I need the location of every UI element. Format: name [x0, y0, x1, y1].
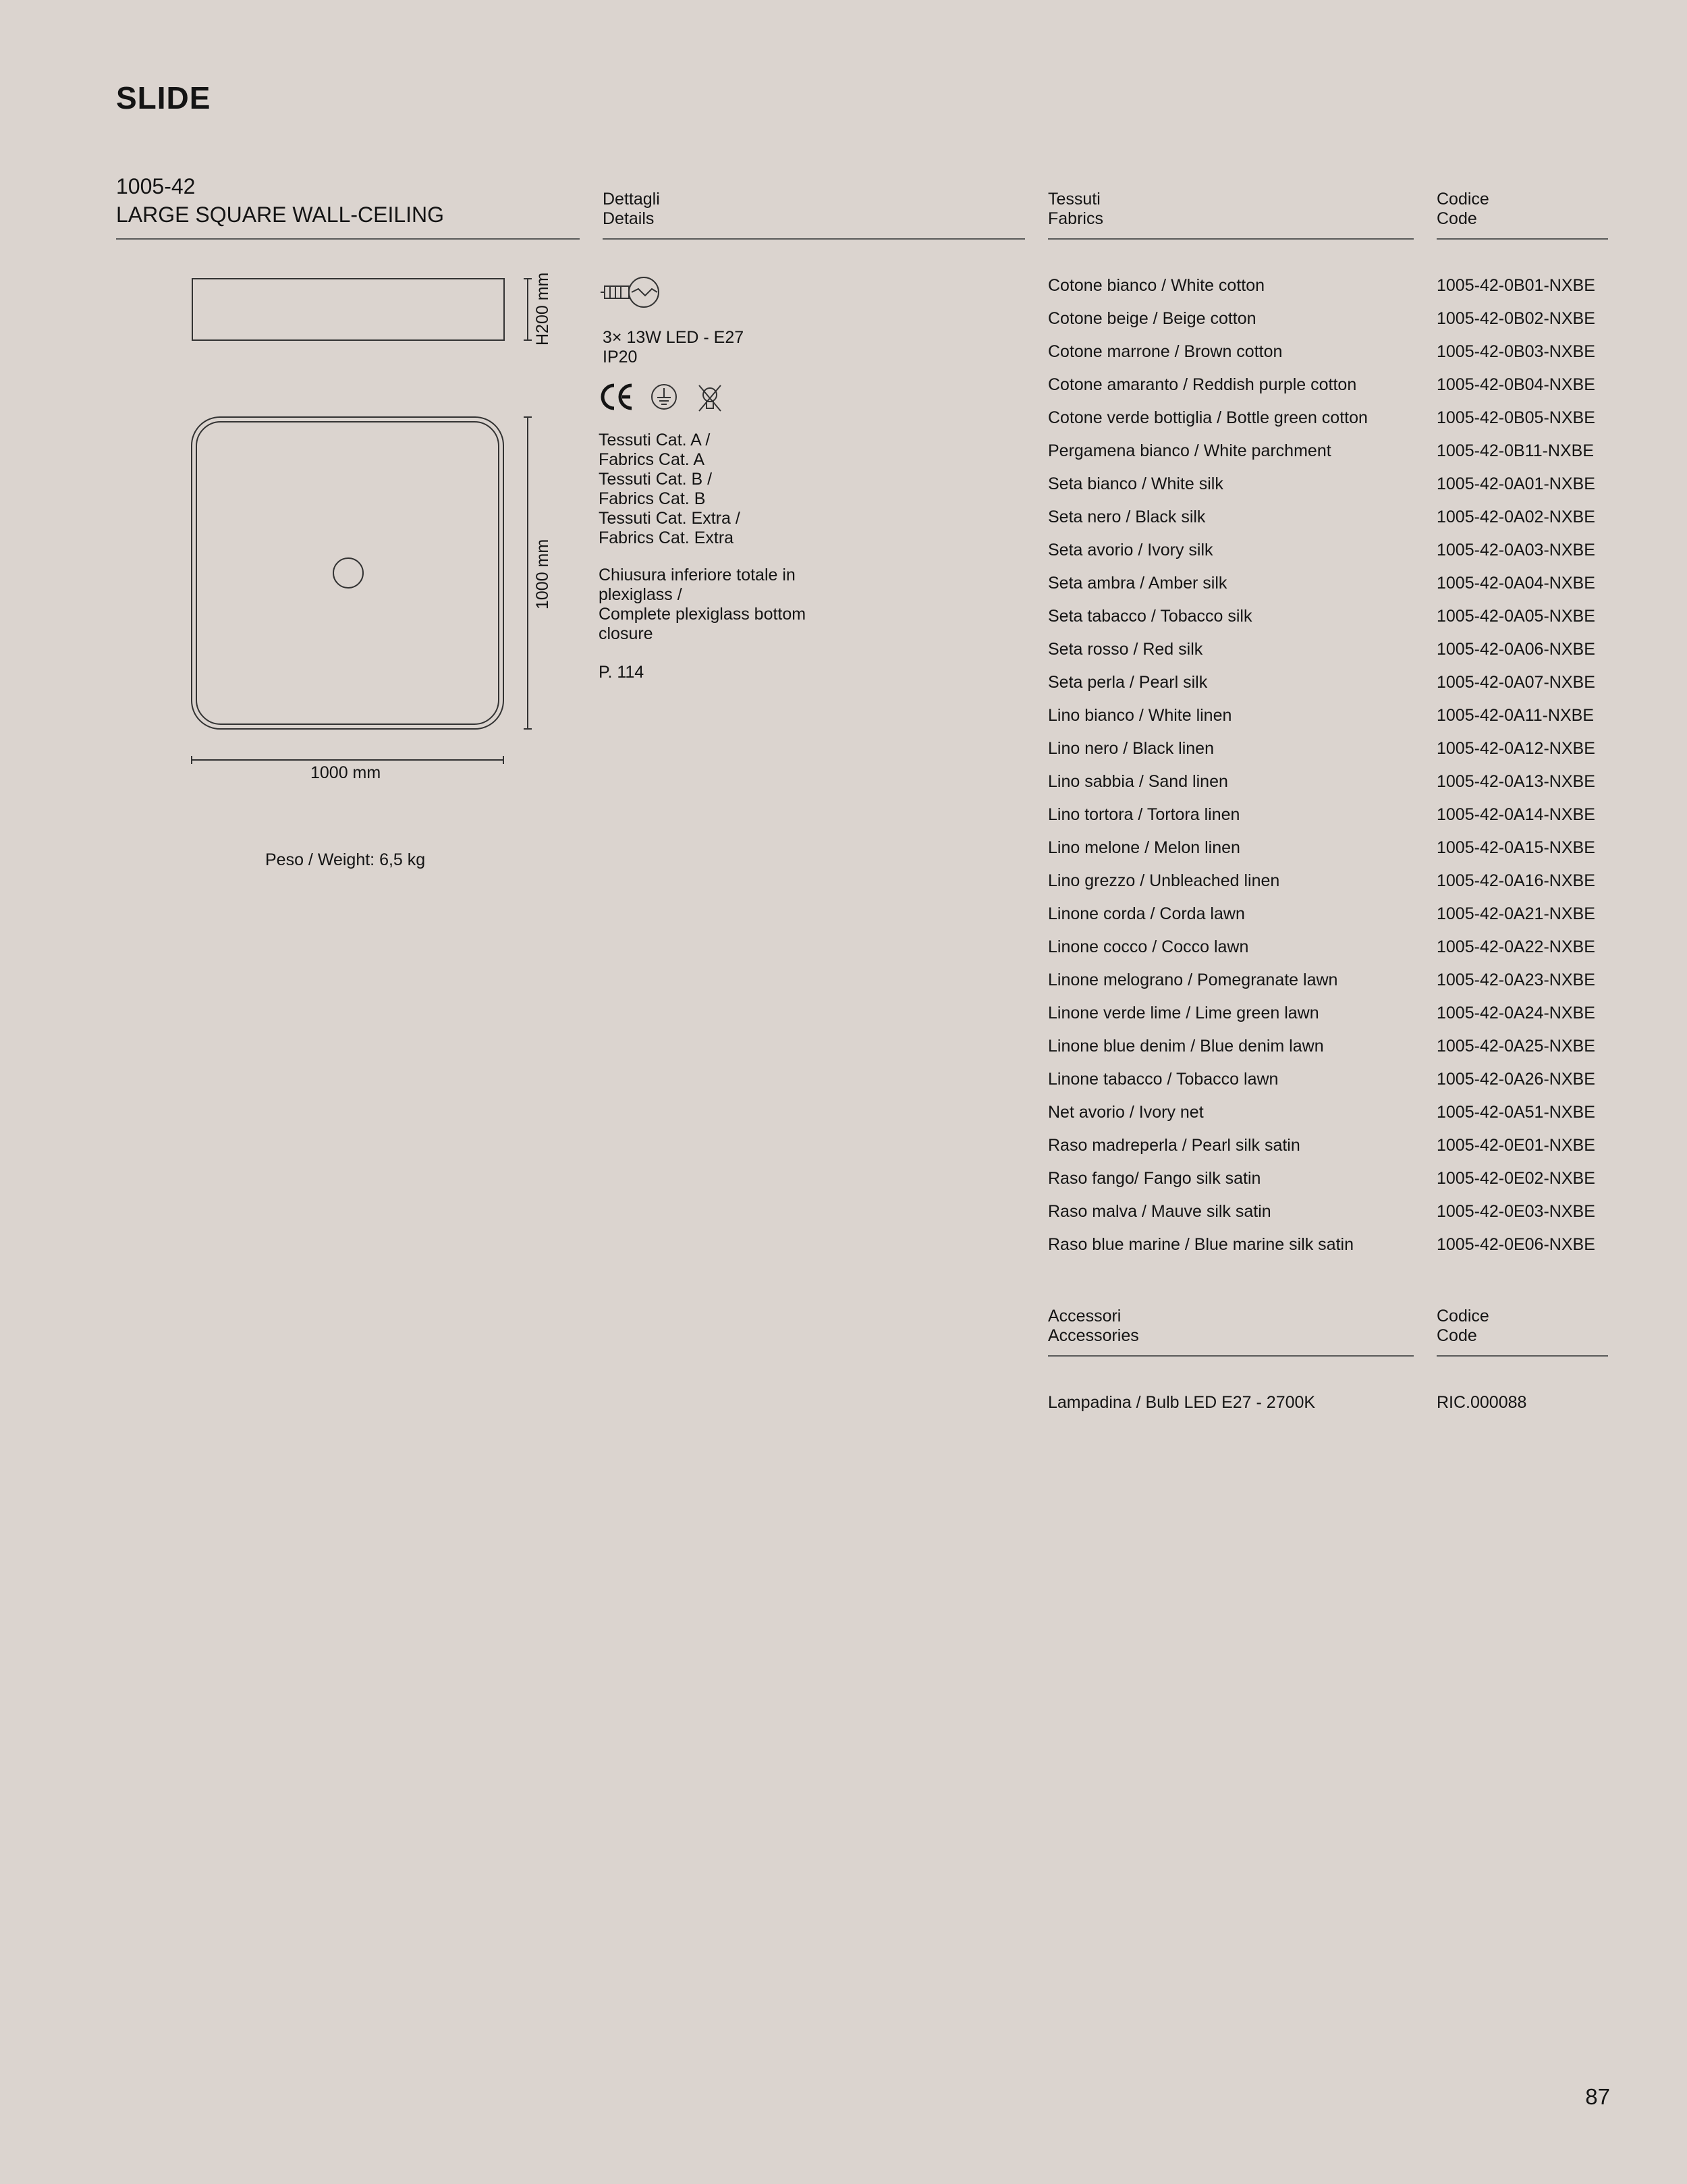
- fabric-code: 1005-42-0A24-NXBE: [1437, 1004, 1595, 1022]
- technical-drawing: [0, 0, 607, 810]
- fabric-name: Raso malva / Mauve silk satin: [1048, 1202, 1271, 1221]
- fabric-name: Seta perla / Pearl silk: [1048, 673, 1208, 692]
- fabric-code: 1005-42-0B01-NXBE: [1437, 276, 1595, 295]
- fabric-name: Seta avorio / Ivory silk: [1048, 541, 1213, 559]
- fabric-row: [1048, 1070, 1608, 1090]
- fabric-code: 1005-42-0B04-NXBE: [1437, 375, 1595, 394]
- fabric-row: [1048, 772, 1608, 792]
- fabric-row: [1048, 1004, 1608, 1024]
- fabrics-header: Tessuti Fabrics: [1048, 190, 1103, 228]
- fabric-name: Cotone bianco / White cotton: [1048, 276, 1265, 295]
- fabric-code: 1005-42-0A13-NXBE: [1437, 772, 1595, 791]
- fabric-name: Net avorio / Ivory net: [1048, 1103, 1204, 1122]
- fabric-name: Pergamena bianco / White parchment: [1048, 441, 1331, 460]
- fabric-name: Lino melone / Melon linen: [1048, 838, 1240, 857]
- fabric-name: Lino sabbia / Sand linen: [1048, 772, 1228, 791]
- fabric-row: [1048, 1235, 1608, 1255]
- fabric-code: 1005-42-0A51-NXBE: [1437, 1103, 1595, 1122]
- fabric-row: [1048, 276, 1608, 296]
- fabric-code: 1005-42-0A02-NXBE: [1437, 508, 1595, 526]
- fabric-row: [1048, 904, 1608, 925]
- certification-icons: [599, 381, 727, 415]
- fabrics-rule: [1048, 238, 1414, 240]
- fabric-name: Linone corda / Corda lawn: [1048, 904, 1245, 923]
- details-rule: [603, 238, 1025, 240]
- page-number: 87: [1585, 2084, 1610, 2109]
- fabric-name: Lino grezzo / Unbleached linen: [1048, 871, 1280, 890]
- fabric-code: 1005-42-0A26-NXBE: [1437, 1070, 1595, 1089]
- fabric-row: [1048, 508, 1608, 528]
- fabric-code: 1005-42-0B02-NXBE: [1437, 309, 1595, 328]
- fabric-code: 1005-42-0A05-NXBE: [1437, 607, 1595, 626]
- fabric-name: Raso blue marine / Blue marine silk satin: [1048, 1235, 1354, 1254]
- brand-title: SLIDE: [116, 80, 211, 115]
- fabric-name: Cotone verde bottiglia / Bottle green cotton: [1048, 408, 1368, 427]
- fabric-row: [1048, 375, 1608, 395]
- page-reference: P. 114: [599, 663, 644, 682]
- fabric-row: [1048, 640, 1608, 660]
- height-label: H200 mm: [533, 272, 552, 346]
- fabric-name: Linone cocco / Cocco lawn: [1048, 937, 1249, 956]
- product-code: 1005-42: [116, 174, 196, 198]
- fabric-code: 1005-42-0E03-NXBE: [1437, 1202, 1595, 1221]
- accessories-header: Accessori Accessories: [1048, 1307, 1139, 1345]
- fabric-name: Lino tortora / Tortora linen: [1048, 805, 1240, 824]
- fabric-code: 1005-42-0A12-NXBE: [1437, 739, 1595, 758]
- code-header: Codice Code: [1437, 190, 1489, 228]
- fabric-row: [1048, 309, 1608, 329]
- fabric-row: [1048, 805, 1608, 825]
- fabric-code: 1005-42-0A11-NXBE: [1437, 706, 1595, 725]
- fabric-code: 1005-42-0A15-NXBE: [1437, 838, 1595, 857]
- fabric-row: [1048, 673, 1608, 693]
- fabric-name: Cotone amaranto / Reddish purple cotton: [1048, 375, 1357, 394]
- fabric-row: [1048, 574, 1608, 594]
- fabric-name: Linone verde lime / Lime green lawn: [1048, 1004, 1319, 1022]
- fabric-name: Linone blue denim / Blue denim lawn: [1048, 1037, 1324, 1056]
- fabric-row: [1048, 838, 1608, 858]
- fabric-name: Cotone marrone / Brown cotton: [1048, 342, 1283, 361]
- fabric-categories: Tessuti Cat. A / Fabrics Cat. A Tessuti Cat. B / Fabrics Cat. B Tessuti Cat. Extra / Fabrics Cat. Extra: [599, 431, 740, 547]
- width-label: 1000 mm: [310, 763, 381, 782]
- side-view: [192, 279, 504, 340]
- fabric-name: Linone melograno / Pomegranate lawn: [1048, 971, 1338, 989]
- fabric-code: 1005-42-0A16-NXBE: [1437, 871, 1595, 890]
- fabric-name: Cotone beige / Beige cotton: [1048, 309, 1256, 328]
- fabric-code: 1005-42-0A01-NXBE: [1437, 474, 1595, 493]
- fabric-row: [1048, 607, 1608, 627]
- top-view-inner: [196, 422, 499, 724]
- fabric-name: Linone tabacco / Tobacco lawn: [1048, 1070, 1279, 1089]
- fabric-name: Seta bianco / White silk: [1048, 474, 1223, 493]
- code-rule: [1437, 238, 1608, 240]
- fabric-code: 1005-42-0B11-NXBE: [1437, 441, 1595, 460]
- fabric-name: Seta tabacco / Tobacco silk: [1048, 607, 1252, 626]
- weight-label: Peso / Weight: 6,5 kg: [265, 850, 426, 869]
- accessory-code: RIC.000088: [1437, 1393, 1527, 1412]
- accessories-code-rule: [1437, 1355, 1608, 1357]
- fabric-code: 1005-42-0B03-NXBE: [1437, 342, 1595, 361]
- fabric-name: Raso madreperla / Pearl silk satin: [1048, 1136, 1300, 1155]
- center-fixture-circle: [333, 558, 363, 588]
- fabric-code: 1005-42-0A04-NXBE: [1437, 574, 1595, 593]
- accessories-code-header: Codice Code: [1437, 1307, 1489, 1345]
- fabric-code: 1005-42-0B05-NXBE: [1437, 408, 1595, 427]
- fabric-row: [1048, 441, 1608, 462]
- fabric-code: 1005-42-0E01-NXBE: [1437, 1136, 1595, 1155]
- fabric-name: Lino nero / Black linen: [1048, 739, 1214, 758]
- closure-note: Chiusura inferiore totale in plexiglass / Complete plexiglass bottom closure: [599, 566, 806, 643]
- fabric-name: Lino bianco / White linen: [1048, 706, 1232, 725]
- fabric-row: [1048, 1037, 1608, 1057]
- fabric-code: 1005-42-0E06-NXBE: [1437, 1235, 1595, 1254]
- fabric-row: [1048, 342, 1608, 362]
- fabric-row: [1048, 1136, 1608, 1156]
- fabric-row: [1048, 871, 1608, 892]
- fabric-row: [1048, 474, 1608, 495]
- fabric-code: 1005-42-0A23-NXBE: [1437, 971, 1595, 989]
- fabric-row: [1048, 1103, 1608, 1123]
- details-header: Dettagli Details: [603, 190, 660, 228]
- lamp-spec: 3× 13W LED - E27 IP20: [603, 328, 744, 366]
- fabric-code: 1005-42-0A07-NXBE: [1437, 673, 1595, 692]
- fabric-code: 1005-42-0A22-NXBE: [1437, 937, 1595, 956]
- fabric-row: [1048, 739, 1608, 759]
- product-name: LARGE SQUARE WALL-CEILING: [116, 202, 445, 227]
- fabric-row: [1048, 1169, 1608, 1189]
- fabric-code: 1005-42-0A21-NXBE: [1437, 904, 1595, 923]
- ce-mark-icon: [603, 385, 632, 408]
- crossed-bulb-icon: [699, 385, 721, 411]
- fabric-name: Seta rosso / Red silk: [1048, 640, 1203, 659]
- fabric-name: Raso fango/ Fango silk satin: [1048, 1169, 1261, 1188]
- fabric-name: Seta ambra / Amber silk: [1048, 574, 1227, 593]
- fabric-row: [1048, 937, 1608, 958]
- top-view-outer: [192, 417, 503, 729]
- fabric-code: 1005-42-0A06-NXBE: [1437, 640, 1595, 659]
- fabric-row: [1048, 971, 1608, 991]
- fabric-code: 1005-42-0A14-NXBE: [1437, 805, 1595, 824]
- fabric-code: 1005-42-0A03-NXBE: [1437, 541, 1595, 559]
- fabric-code: 1005-42-0A25-NXBE: [1437, 1037, 1595, 1056]
- fabric-code: 1005-42-0E02-NXBE: [1437, 1169, 1595, 1188]
- fabric-name: Seta nero / Black silk: [1048, 508, 1206, 526]
- accessories-rule: [1048, 1355, 1414, 1357]
- accessory-name: Lampadina / Bulb LED E27 - 2700K: [1048, 1393, 1316, 1412]
- ground-icon: [652, 385, 676, 409]
- fabric-row: [1048, 541, 1608, 561]
- fabric-row: [1048, 408, 1608, 429]
- fabric-row: [1048, 706, 1608, 726]
- fabric-row: [1048, 1202, 1608, 1222]
- bulb-icon: [601, 275, 668, 312]
- side-label: 1000 mm: [533, 539, 552, 609]
